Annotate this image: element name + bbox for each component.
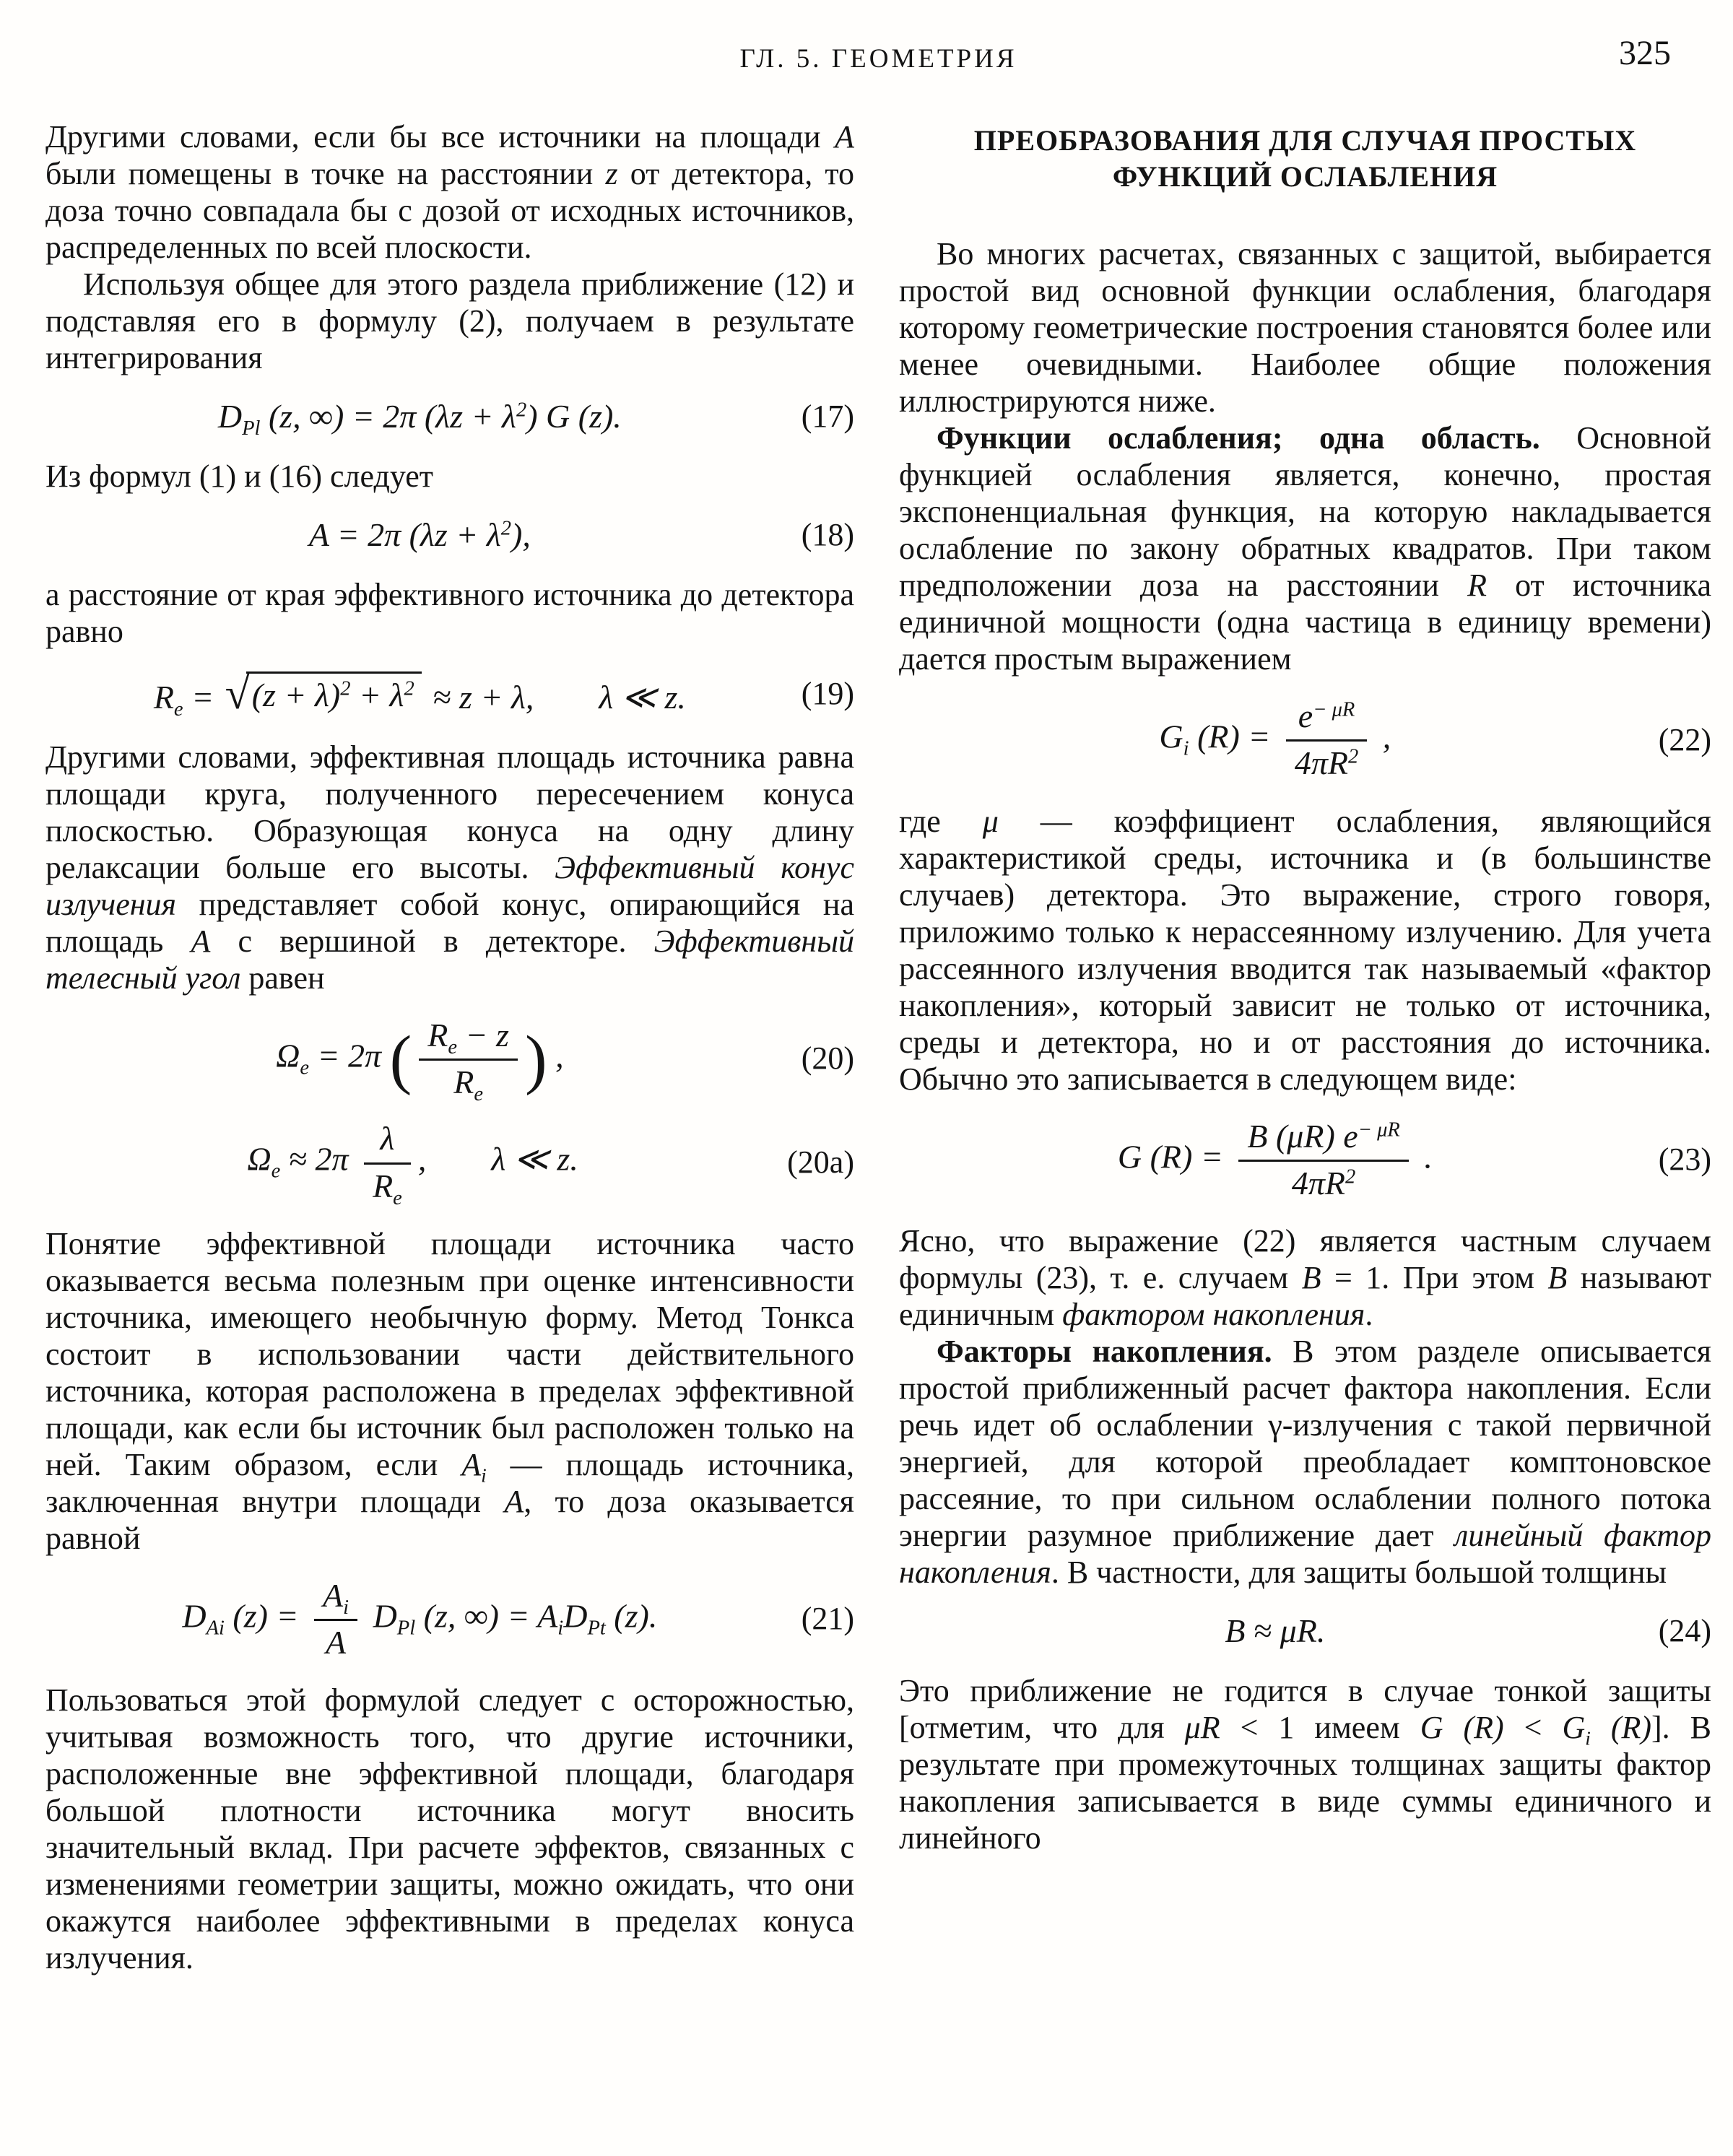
text-run: . В частности, для защиты большой толщины [1051,1555,1667,1591]
text-run: ≈ z + λ, [424,678,534,716]
paragraph [45,266,854,376]
text-run: Ω [247,1140,272,1178]
text-run: G [1562,1710,1586,1746]
fraction [419,1016,518,1105]
equation [45,1578,794,1661]
paragraph [45,1682,854,1976]
equation [45,1120,780,1209]
text-run: Эффективный телесный угол [45,923,854,996]
text-run: + λ [350,676,404,713]
equation [45,516,794,555]
math-subscript: e [474,1082,483,1105]
right-column [899,118,1711,1976]
section-heading: ПРЕОБРАЗОВАНИЯ ДЛЯ СЛУЧАЯ ПРОСТЫХ ФУНКЦИЙ ОСЛАБЛЕНИЯ [973,124,1637,193]
math-supscript: 2 [516,399,527,422]
math-supscript: 2 [340,677,351,700]
text-run: λ [380,1120,395,1157]
text-run: μ [982,803,999,839]
fraction [1286,699,1367,781]
text-run: Ω [276,1037,300,1074]
text-run: < 1 имеем [1220,1710,1420,1746]
math-subscript: i [1183,737,1189,760]
text-run: Другими словами, эффективная площадь источника равна площади круга, полученного пересечением конуса плоскостью. Образующая конуса на одну длину релаксации больше его высоты. [45,739,854,885]
fraction-numerator [1286,699,1367,742]
fraction-denominator [364,1165,411,1209]
text-run: G (R) = [1117,1137,1232,1175]
text-run: A [191,923,211,959]
text-run: Основной функцией ослабления является, конечно, простая экспоненциальная функция, на которую накладывается ослабление по закону обратных квадратов. При таком предположении доза на расстоянии [899,420,1711,603]
text-run: R [153,678,174,716]
equation [899,1119,1651,1201]
math-subscript: i [1585,1727,1591,1749]
math-supscript: 2 [404,677,414,700]
equation-number: (20a) [787,1144,854,1180]
running-head [45,33,1711,87]
paragraph [45,576,854,650]
equation [45,398,794,440]
display-formula [45,516,854,555]
paragraph [45,1225,854,1557]
text-run: (z + λ) [251,676,341,713]
display-formula [45,1016,854,1105]
math-subscript: e [393,1186,402,1209]
big-parenthesis: ) [524,1022,547,1096]
text-run: линейный фактор накопления [899,1518,1712,1591]
text-run: Используя общее для этого раздела приближение (12) и подставляя его в формулу (2), получаем в результате интегрирования [45,266,854,375]
text-run: представляет собой конус, опирающийся на площадь [45,886,854,959]
text-run: < [1503,1710,1563,1746]
paragraph [899,1672,1711,1856]
fraction [1238,1119,1408,1201]
text-run: . [1365,1297,1373,1333]
paragraph [45,458,854,495]
display-formula [45,1578,854,1661]
equation-number: (21) [801,1601,854,1637]
text-run: ]. В результате при промежуточных толщинах защиты фактор накопления записывается в виде суммы единичного и линейного [899,1710,1712,1856]
fraction [364,1120,411,1209]
text-run: A [504,1483,524,1519]
text-run: а расстояние от края эффективного источника до детектора равно [45,576,854,649]
text-run: 4πR [1291,1164,1346,1201]
paragraph [899,1333,1711,1591]
text-run: D [217,398,243,435]
display-formula [899,699,1711,781]
math-subscript: Ai [206,1617,225,1640]
text-run: (R) = [1189,718,1279,755]
text-run: , [417,1140,427,1178]
text-run: G (R) [1420,1710,1504,1746]
math-subscript: Pl [396,1617,416,1640]
text-run: A = 2π (λz + λ [308,516,501,553]
math-supscript: 2 [1345,1165,1356,1188]
text-run: — площадь источника, заключенная внутри площади [45,1446,855,1519]
text-run: ), [511,516,531,553]
text-run: Факторы накопления. [937,1334,1293,1370]
math-subscript: e [448,1035,458,1059]
math-subscript: Pt [587,1617,606,1640]
paragraph [899,235,1711,420]
display-formula [45,669,854,721]
equation-number: (17) [801,399,854,435]
text-run: A [323,1576,344,1614]
text-run: равен [240,960,325,996]
text-run: — коэффициент ослабления, являющийся характеристикой среды, источника и (в большинстве случаев) детектора. Это выражение, строго говоря, приложимо только к нерассеянному излучению. Для учета рассеянного излучения вводится так называемый «фактор накопления», который зависит не только от источника, среды и детектора, но и от расстояния до источника. Обычно это записывается в следующем виде: [899,803,1711,1097]
text-run: Из формул (1) и (16) следует [45,458,434,494]
equation [45,669,794,721]
text-run: называют единичным [899,1260,1712,1333]
paragraph [45,118,854,266]
square-root [225,671,422,716]
fraction-numerator [364,1121,411,1164]
equation [899,699,1651,781]
paragraph [45,739,854,996]
fraction-numerator [419,1018,518,1061]
text-run: (z) = [224,1597,308,1635]
text-run: Это приближение не годится в случае тонкой защиты [отметим, что для [899,1673,1711,1746]
text-run: G [1159,718,1183,755]
fraction-numerator [1238,1119,1408,1162]
text-run: A [461,1446,482,1482]
equation [899,1612,1651,1651]
text-run: R [1467,568,1487,603]
math-subscript: i [557,1617,564,1640]
text-run: с вершиной в детекторе. [210,923,654,959]
fraction-numerator [314,1578,357,1621]
equation-number: (20) [801,1040,854,1077]
page-number: 325 [1619,34,1671,72]
equation [45,1016,794,1105]
text-run: D [365,1597,397,1635]
math-subscript: i [481,1464,487,1487]
text-run: , [1374,718,1391,755]
text-run: Понятие эффективной площади источника часто оказывается весьма полезным при оценке интенсивности источника, имеющего необычную форму. Метод Тонкса состоит в использовании части действительного источника, которая расположена в пределах эффективной площади, как если бы источник был расположен только на ней. Таким образом, если [45,1225,854,1482]
equation-number: (18) [801,517,854,553]
chapter-running-title: ГЛ. 5. ГЕОМЕТРИЯ [739,44,1017,74]
fraction [314,1578,357,1661]
display-formula [899,1612,1711,1651]
equation-number: (23) [1658,1142,1711,1178]
math-subscript: i [343,1596,349,1619]
text-run: от источника единичной мощности (одна частица в единицу времени) дается простым выражением [899,568,1711,677]
text-run: Функции ослабления; одна область. [937,420,1577,456]
text-run: фактором накопления [1062,1297,1365,1333]
big-parenthesis: ( [389,1022,412,1096]
text-run: e [1298,697,1313,734]
text-run: , [547,1037,564,1074]
text-run: Во многих расчетах, связанных с защитой, выбирается простой вид основной функции ослабления, благодаря которому геометрические построения становятся более или менее очевидными. Наиболее общие положения иллюстрируются ниже. [899,236,1711,419]
text-run: = 2π [309,1037,390,1074]
math-subscript: e [173,697,183,721]
math-supscript: − μR [1313,698,1355,721]
text-run: D [563,1597,588,1635]
fraction-denominator [314,1621,357,1660]
text-run: B [1301,1260,1321,1296]
text-columns [45,118,1711,1976]
text-run: R [427,1016,448,1053]
text-run: (z). [605,1597,658,1635]
text-run: B (μR) e [1247,1117,1358,1155]
left-column [45,118,854,1976]
text-run: ≈ 2π [280,1140,357,1178]
text-run: = [183,678,222,716]
math-subscript: e [300,1056,309,1079]
text-run: R [453,1063,474,1100]
paragraph [899,420,1711,677]
math-supscript: − μR [1358,1118,1400,1141]
text-run: от детектора, то доза точно совпадала бы с дозой от исходных источников, распределенных по всей плоскости. [45,156,854,265]
math-subscript: Pl [242,417,261,440]
equation-number: (19) [801,675,854,711]
fraction-denominator [419,1061,518,1105]
text-run: z [605,156,618,191]
text-run: Эффективный конус излучения [45,849,854,922]
text-run: R [373,1167,394,1204]
math-supscript: 2 [1348,745,1359,768]
text-run: (R) [1590,1710,1652,1746]
display-formula [45,1120,854,1209]
radical-sign-icon: √ [225,669,250,718]
text-run: D [182,1597,207,1635]
text-run: , то доза оказывается равной [45,1483,854,1556]
text-run: ) G (z). [526,398,622,435]
text-run: λ ≪ z. [491,1140,578,1178]
math-supscript: 2 [500,517,512,540]
equation-number: (22) [1658,721,1711,757]
text-run: λ ≪ z. [599,678,686,716]
text-run: (z, ∞) = 2π (λz + λ [260,398,516,435]
equation-number: (24) [1658,1613,1711,1649]
paragraph [899,803,1711,1097]
fraction-denominator [1286,742,1367,781]
text-run: A [835,119,854,155]
display-formula [45,398,854,440]
text-run: . [1415,1137,1433,1175]
text-run: B [1547,1260,1568,1296]
text-run: (z, ∞) = A [415,1597,558,1635]
text-run: где [899,803,983,839]
math-subscript: e [271,1160,281,1183]
text-run: = 1. При этом [1321,1260,1548,1296]
paragraph [899,1222,1711,1333]
text-run: μR [1184,1710,1220,1746]
text-run: 4πR [1294,744,1349,782]
fraction-denominator [1238,1162,1408,1201]
display-formula [899,1119,1711,1201]
text-run: Ясно, что выражение (22) является частным случаем формулы (23), т. е. случаем [899,1223,1711,1296]
text-run: B ≈ μR. [1225,1612,1326,1650]
text-run: Другими словами, если бы все источники на площади [45,119,835,155]
text-run: − z [457,1016,509,1053]
text-run: Пользоваться этой формулой следует с осторожностью, учитывая возможность того, что другие источники, расположенные вне эффективной площади, благодаря большой плотности источника могут вносить значительный вклад. При расчете эффектов, связанных с изменениями геометрии защиты, можно ожидать, что они окажутся наиболее эффективными в пределах конуса излучения. [45,1682,854,1976]
text-run: В этом разделе описывается простой приближенный расчет фактора накопления. Если речь идет об ослаблении γ-излучения с такой первичной энергией, для которой преобладает комптоновское рассеяние, то при сильном ослаблении полного потока энергии разумное приближение дает [899,1334,1711,1554]
text-run: A [325,1624,347,1661]
text-run: были помещены в точке на расстоянии [45,156,606,191]
square-root-body [246,671,422,715]
